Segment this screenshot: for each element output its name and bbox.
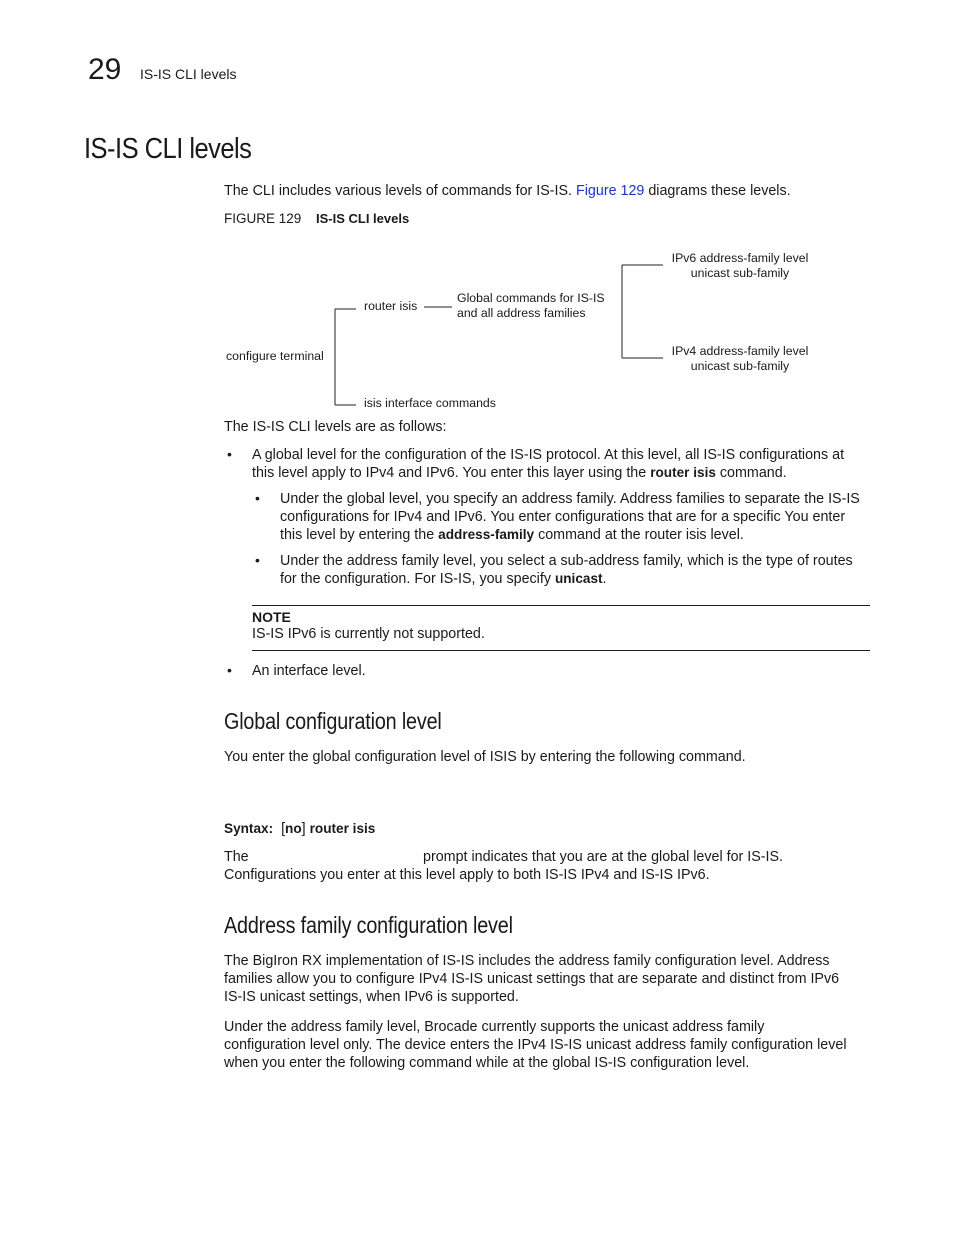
prompt-para-rest: prompt indicates that you are at the global level for IS-IS.	[423, 849, 783, 865]
syntax-bracket-close: ]	[301, 821, 306, 837]
address-family-cmd: address-family	[438, 527, 535, 542]
af-p2-line1: Under the address family level, Brocade currently supports the unicast address family	[224, 1019, 765, 1035]
note-top-rule	[252, 605, 870, 606]
node-configure-terminal: configure terminal	[226, 349, 324, 363]
sub1-line1: Under the global level, you specify an address family. Address families to separate the IS-IS	[280, 491, 860, 507]
af-p2-line2: configuration level only. The device enters the IPv4 IS-IS unicast address family configuration level	[224, 1037, 847, 1053]
af-p1-line3: IS-IS unicast settings, when IPv6 is supported.	[224, 989, 519, 1005]
node-global-commands	[457, 291, 605, 321]
ipv4-line-2: unicast sub-family	[690, 359, 790, 373]
bullet1-text: this level apply to IPv4 and IPv6. You enter this layer using the	[252, 465, 651, 481]
bullet-dot: •	[227, 662, 232, 678]
intro-text: The CLI includes various levels of commands for IS-IS.	[224, 183, 577, 199]
bullet-dot: •	[227, 446, 232, 462]
prompt-para-the: The	[224, 849, 249, 865]
sub-bullet-unicast	[280, 552, 872, 588]
sub1-text-after: command at the router isis level.	[534, 527, 744, 543]
page-title: IS-IS CLI levels	[84, 133, 252, 165]
node-router-isis: router isis	[364, 299, 418, 313]
syntax-command: router isis	[309, 821, 376, 836]
sub2-text: for the configuration. For IS-IS, you specify	[280, 571, 555, 587]
section-heading-global: Global configuration level	[224, 708, 442, 734]
syntax-line	[224, 820, 375, 838]
syntax-label: Syntax:	[224, 821, 274, 836]
bullet-interface-level: An interface level.	[252, 663, 366, 679]
ipv6-line-1: IPv6 address-family level	[671, 251, 809, 265]
ipv6-line-2: unicast sub-family	[690, 266, 790, 280]
note-text: IS-IS IPv6 is currently not supported.	[252, 626, 485, 642]
prompt-para-line2: Configurations you enter at this level apply to both IS-IS IPv4 and IS-IS IPv6.	[224, 867, 710, 883]
syntax-no: no	[285, 821, 302, 836]
intro-text-after: diagrams these levels.	[644, 183, 791, 199]
sub-bullet-address-family	[280, 490, 872, 544]
global-intro: You enter the global configuration level of ISIS by entering the following command.	[224, 749, 746, 765]
af-paragraph-2	[224, 1018, 869, 1072]
note-label: NOTE	[252, 609, 291, 625]
node-isis-interface: isis interface commands	[364, 396, 496, 410]
bullet1-text-after: command.	[715, 465, 787, 481]
af-p1-line2: families allow you to configure IPv4 IS-IS unicast settings that are separate and distinct from IPv6	[224, 971, 840, 987]
bullet1-line2	[252, 464, 872, 482]
af-p2-line3: when you enter the following command while at the global IS-IS configuration level.	[224, 1055, 750, 1071]
section-heading-address-family: Address family configuration level	[224, 912, 513, 938]
sub1-line2: configurations for IPv4 and IPv6. You enter configurations that are for a specific You enter	[280, 509, 846, 525]
sub2-line1: Under the address family level, you select a sub-address family, which is the type of routes	[280, 553, 853, 569]
sub-bullet-dot: •	[255, 490, 260, 506]
chapter-number: 29	[88, 53, 122, 86]
sub2-text-after: .	[602, 571, 607, 587]
levels-intro: The IS-IS CLI levels are as follows:	[224, 419, 447, 435]
syntax-bracket-open: [	[281, 821, 286, 837]
chapter-title: IS-IS CLI levels	[140, 66, 237, 82]
global-line-1: Global commands for IS-IS	[457, 291, 605, 305]
sub1-line3	[280, 526, 872, 544]
figure-link[interactable]: Figure 129	[576, 183, 645, 199]
note-bottom-rule	[252, 650, 870, 651]
figure-label: FIGURE 129	[224, 211, 302, 226]
figure-title: IS-IS CLI levels	[316, 211, 410, 226]
router-isis-cmd: router isis	[650, 465, 716, 480]
sub2-line2	[280, 570, 872, 588]
af-paragraph-1	[224, 952, 869, 1006]
af-p1-line1: The BigIron RX implementation of IS-IS includes the address family configuration level. Address	[224, 953, 830, 969]
node-ipv6-af	[664, 251, 816, 281]
bullet1-line1: A global level for the configuration of the IS-IS protocol. At this level, all IS-IS configurations at	[252, 447, 845, 463]
node-ipv4-af	[664, 344, 816, 374]
bullet-global-level	[252, 446, 872, 482]
global-line-2: and all address families	[457, 306, 586, 320]
ipv4-line-1: IPv4 address-family level	[671, 344, 809, 358]
sub1-text: this level by entering the	[280, 527, 439, 543]
sub-bullet-dot: •	[255, 552, 260, 568]
unicast-keyword: unicast	[554, 571, 603, 586]
